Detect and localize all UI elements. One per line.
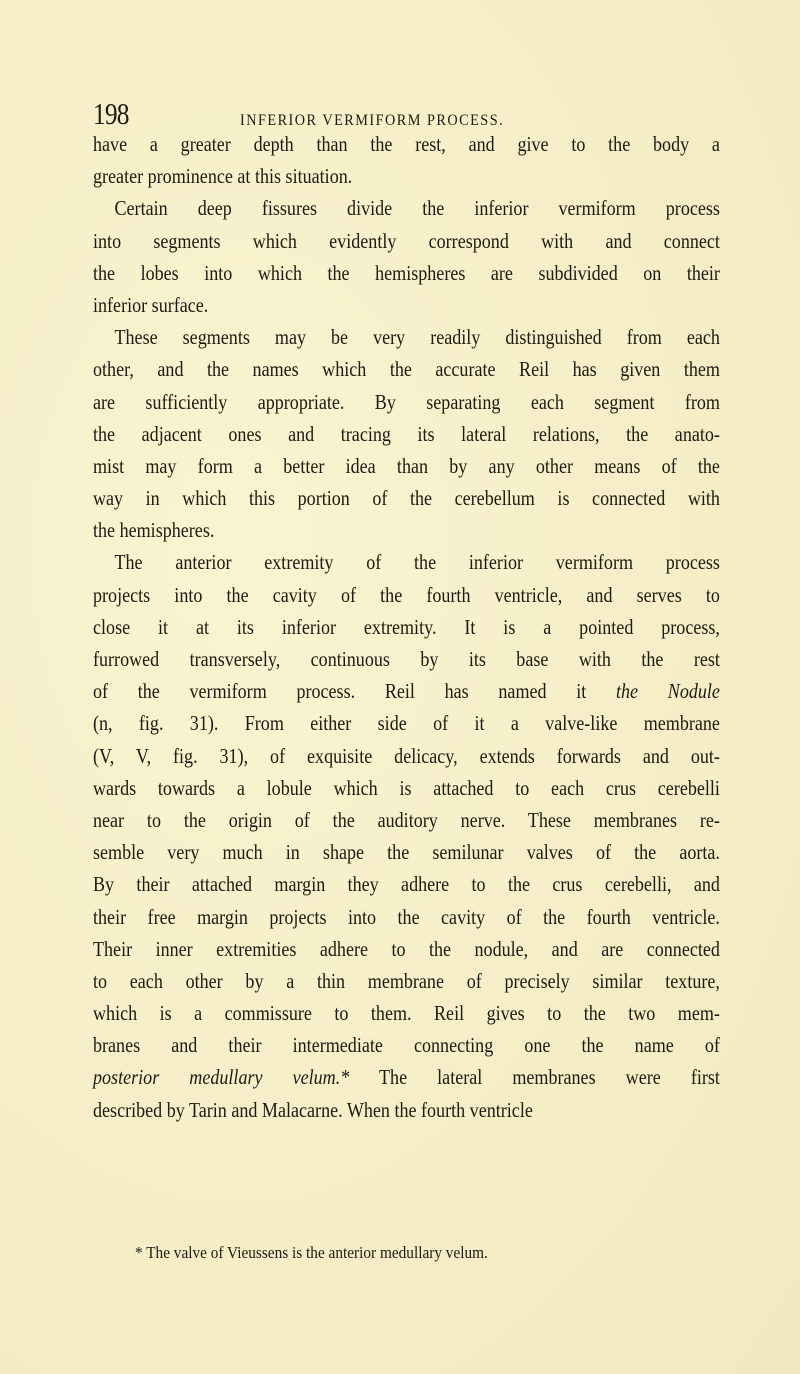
text-segment: The lateral membranes were first: [379, 1065, 720, 1090]
text-line: the lobes into which the hemispheres are subdivided on their: [93, 260, 720, 285]
text-line: the adjacent ones and tracing its lateral relations, the anato-: [93, 421, 720, 446]
text-line: projects into the cavity of the fourth ventricle, and serves to: [93, 582, 720, 607]
text-line: branes and their intermediate connecting one the name of: [93, 1033, 720, 1058]
text-line: near to the origin of the auditory nerve. These membranes re-: [93, 807, 720, 832]
text-line: which is a commissure to them. Reil gives to the two mem-: [93, 1001, 720, 1026]
text-line: inferior surface.: [93, 292, 209, 317]
text-line: By their attached margin they adhere to the crus cerebelli, and: [93, 872, 720, 897]
text-line: into segments which evidently correspond with and connect: [93, 228, 720, 253]
italic-term-velum: posterior medullary velum.*: [93, 1065, 350, 1090]
running-header: INFERIOR VERMIFORM PROCESS.: [240, 112, 505, 129]
text-line: Their inner extremities adhere to the nodule, and are connected: [93, 936, 720, 961]
footnote: * The valve of Vieussens is the anterior medullary velum.: [135, 1243, 488, 1262]
text-line: the hemispheres.: [93, 518, 215, 543]
text-line: other, and the names which the accurate Reil has given them: [93, 357, 720, 382]
text-line: [93, 1061, 720, 1093]
page-number: 198: [93, 96, 129, 131]
text-line: described by Tarin and Malacarne. When the fourth ventricle: [93, 1097, 533, 1122]
text-line: [93, 675, 720, 707]
text-line: have a greater depth than the rest, and give to the body a: [93, 132, 720, 156]
text-line: (V, V, fig. 31), of exquisite delicacy, extends forwards and out-: [93, 743, 720, 768]
text-line: way in which this portion of the cerebellum is connected with: [93, 486, 720, 511]
text-line: (n, fig. 31). From either side of it a valve-like membrane: [93, 711, 720, 736]
body-text: [93, 128, 720, 1126]
italic-term-nodule: the Nodule: [616, 679, 720, 704]
text-line: wards towards a lobule which is attached to each crus cerebelli: [93, 775, 720, 800]
text-line: semble very much in shape the semilunar valves of the aorta.: [93, 840, 720, 865]
text-line: Certain deep fissures divide the inferior vermiform process: [114, 196, 720, 221]
text-line: mist may form a better idea than by any other means of the: [93, 453, 720, 478]
text-line: The anterior extremity of the inferior vermiform process: [114, 550, 720, 575]
text-line: close it at its inferior extremity. It is a pointed process,: [93, 614, 720, 639]
text-line: greater prominence at this situation.: [93, 164, 353, 189]
text-line: are sufficiently appropriate. By separating each segment from: [93, 389, 720, 414]
text-line: These segments may be very readily distinguished from each: [114, 325, 720, 350]
text-line: furrowed transversely, continuous by its base with the rest: [93, 647, 720, 671]
text-line: to each other by a thin membrane of precisely similar texture,: [93, 968, 720, 993]
text-line: their free margin projects into the cavity of the fourth ventricle.: [93, 904, 720, 929]
text-segment: of the vermiform process. Reil has named it: [93, 679, 587, 704]
